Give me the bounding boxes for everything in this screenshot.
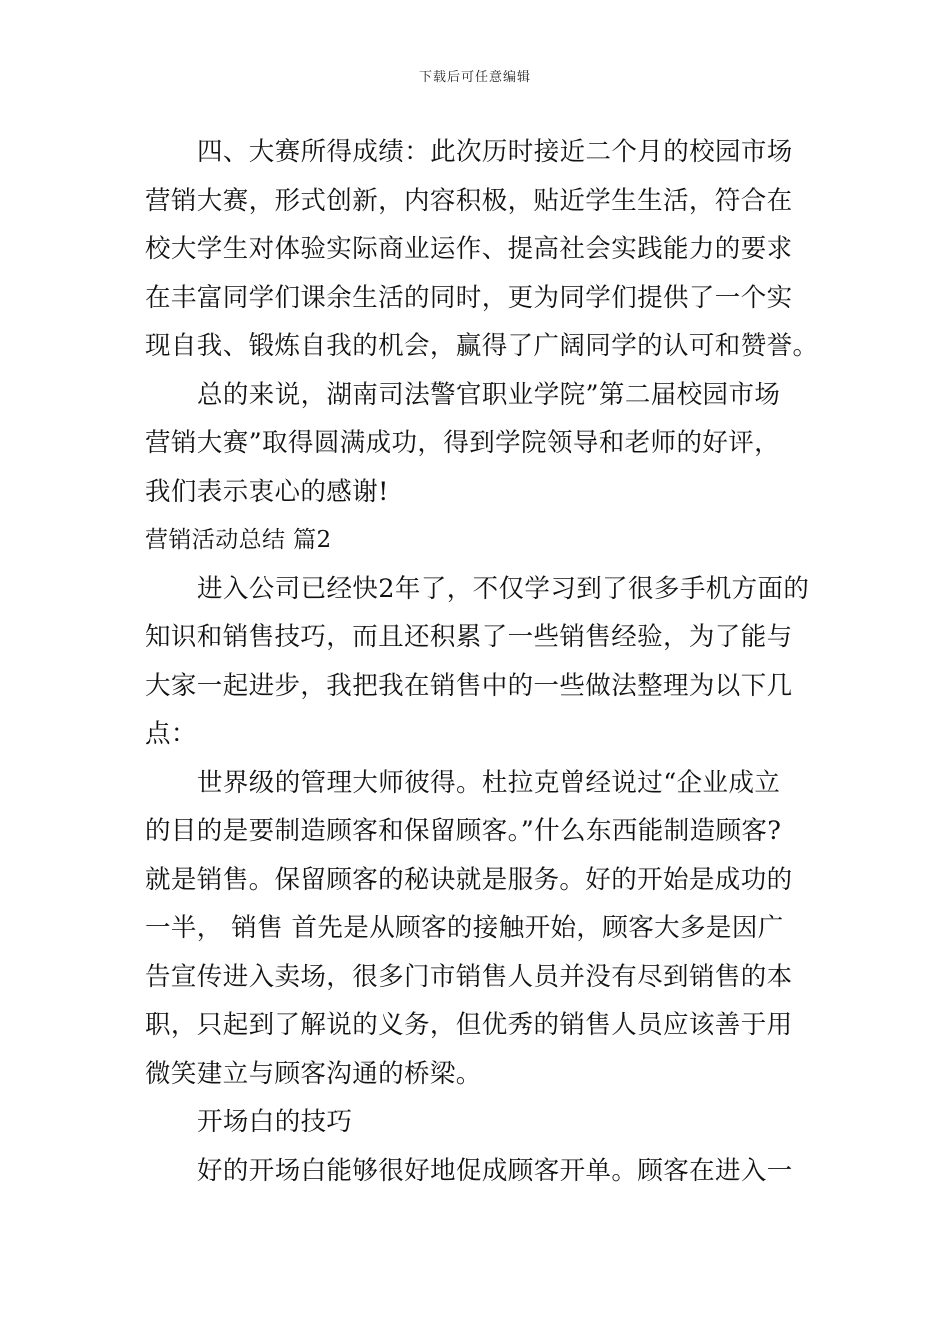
text-line: 点： [145,719,197,749]
document-body [145,128,819,1195]
text-line: 好的开场白能够很好地促成顾客开单。顾客在进入一 [197,1155,793,1186]
text-line: 职，只起到了解说的义务，但优秀的销售人员应该善于用 [145,1010,793,1040]
text-line: 告宣传进入卖场，很多门市销售人员并没有尽到销售的本 [145,961,793,992]
section-title: 营销活动总结 篇2 [145,527,332,553]
text-line: 知识和销售技巧，而且还积累了一些销售经验，为了能与 [145,622,793,652]
text-line: 就是销售。保留顾客的秘诀就是服务。好的开始是成功的 [145,864,793,895]
text-line: 世界级的管理大师彼得。杜拉克曾经说过“企业成立 [197,767,781,798]
paragraph-drucker-quote [145,759,810,1099]
text-line: 一半， 销售 首先是从顾客的接触开始，顾客大多是因广 [145,913,784,943]
subheading-title: 开场白的技巧 [197,1107,353,1137]
text-line: 营销大赛，形式创新，内容积极，贴近学生生活，符合在 [145,185,793,216]
text-line: 的目的是要制造顾客和保留顾客。”什么东西能制造顾客? [145,816,782,846]
section-heading [145,516,810,565]
paragraph-introduction [145,565,810,759]
paragraph-competition-results [145,128,819,371]
text-line: 四、大赛所得成绩：此次历时接近二个月的校园市场 [197,137,793,167]
subheading-opening-skills [145,1098,810,1147]
text-line: 总的来说，湖南司法警官职业学院”第二届校园市场 [197,379,781,410]
page-header: 下载后可任意编辑 [418,70,531,85]
text-line: 微笑建立与顾客沟通的桥梁。 [145,1058,482,1089]
paragraph-summary [145,371,810,517]
paragraph-opening [145,1147,810,1196]
text-line: 进入公司已经快2年了，不仅学习到了很多手机方面的 [197,573,810,604]
text-line: 营销大赛”取得圆满成功，得到学院领导和老师的好评， [145,428,781,458]
text-line: 在丰富同学们课余生活的同时，更为同学们提供了一个实 [145,282,793,313]
text-line: 我们表示衷心的感谢! [145,476,389,507]
text-line: 现自我、锻炼自我的机会，赢得了广阔同学的认可和赞誉。 [145,331,819,361]
text-line: 大家一起进步，我把我在销售中的一些做法整理为以下几 [145,670,793,701]
text-line: 校大学生对体验实际商业运作、提高社会实践能力的要求 [145,234,793,264]
